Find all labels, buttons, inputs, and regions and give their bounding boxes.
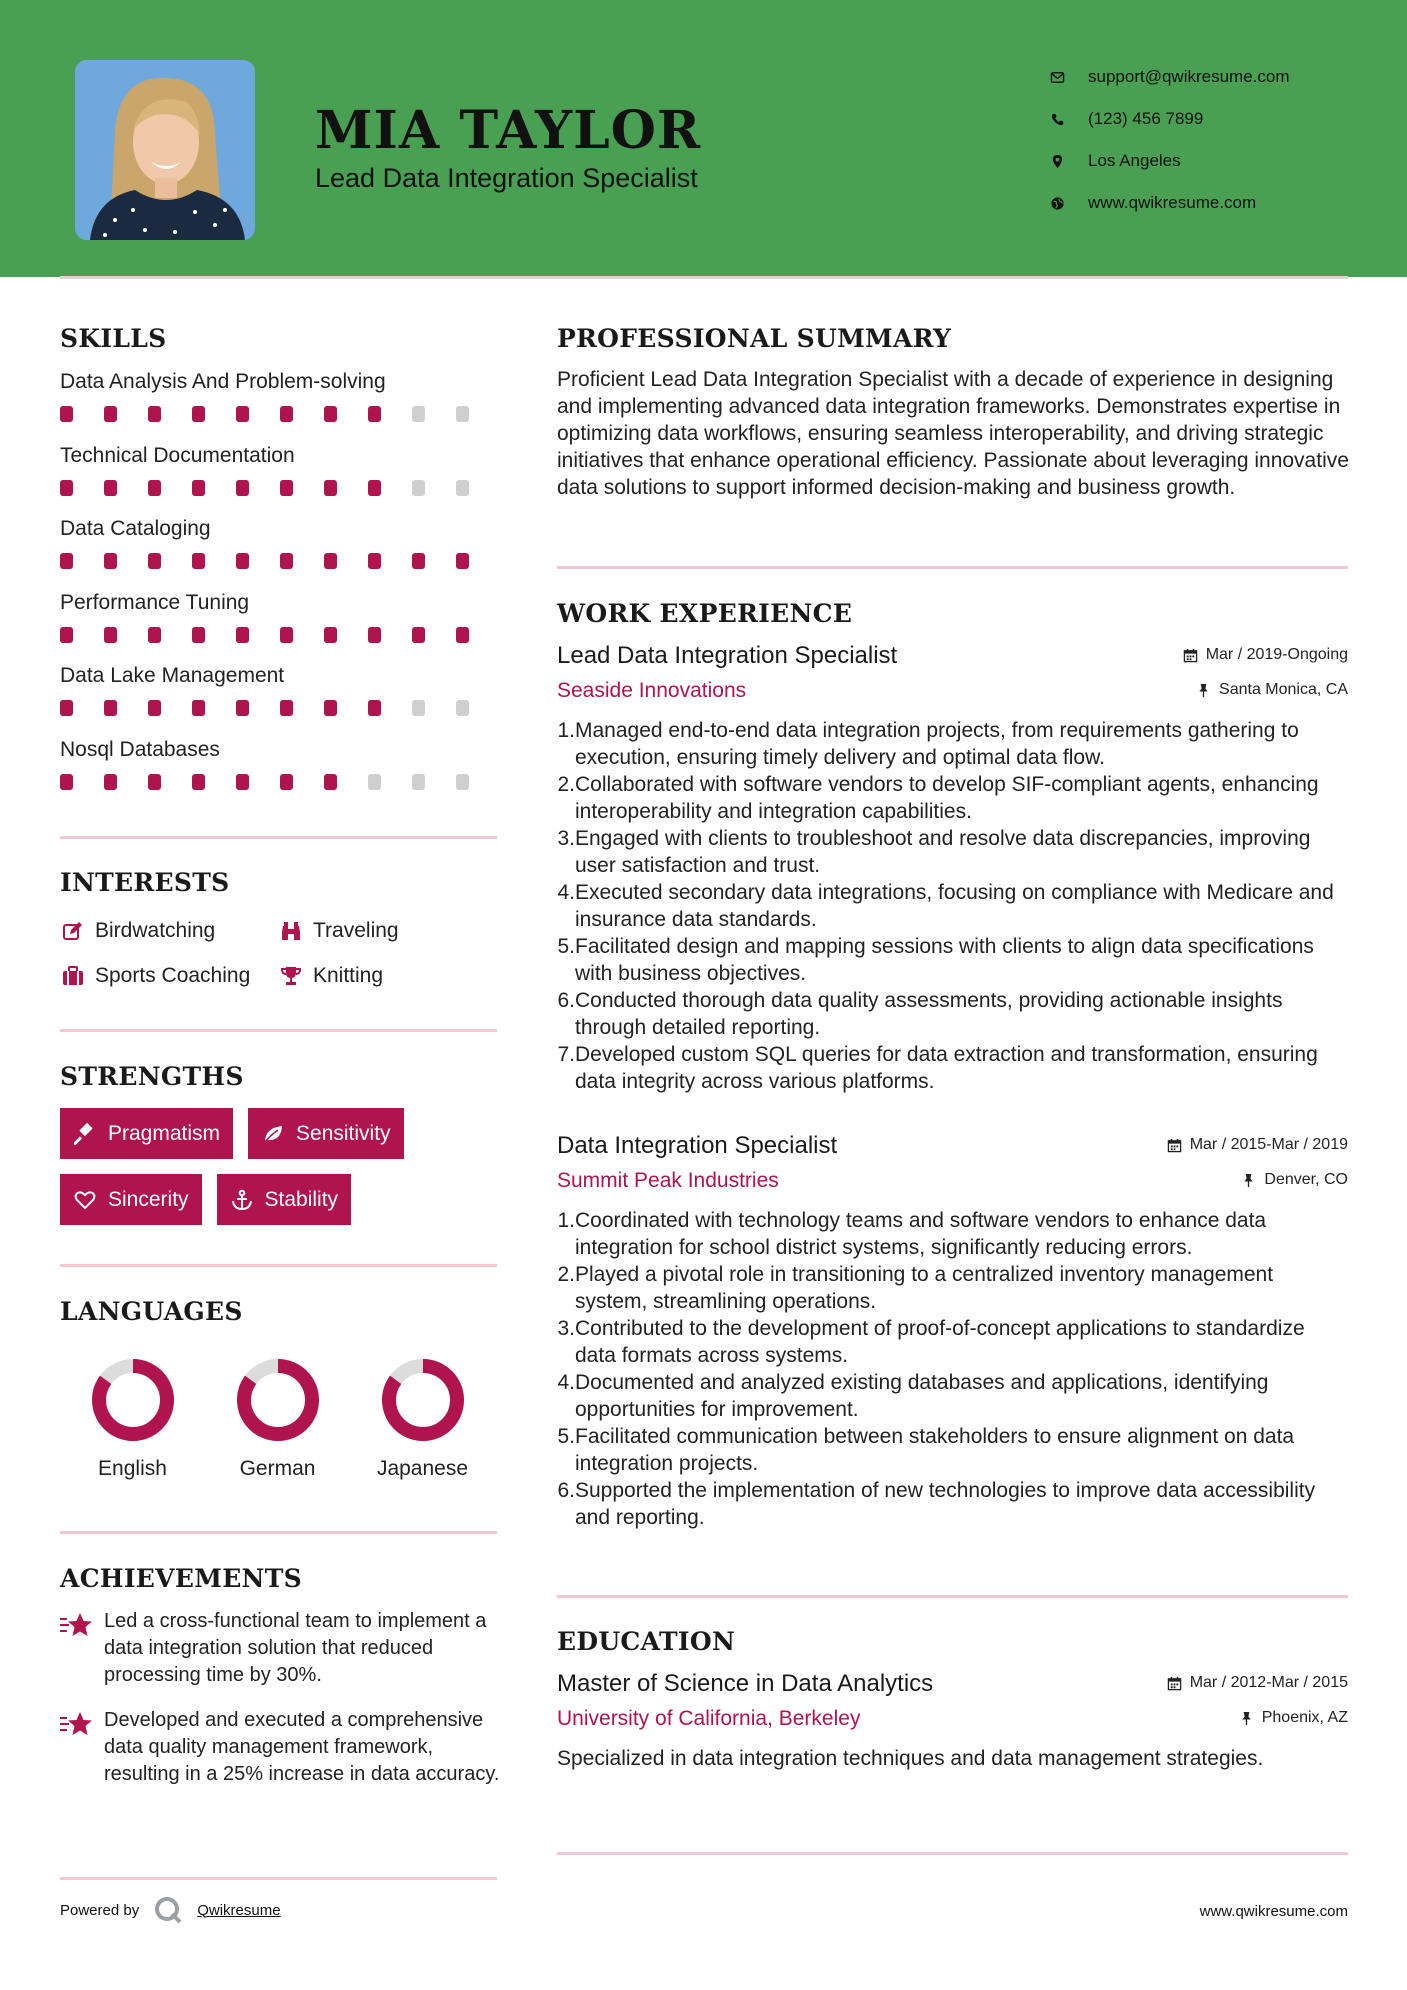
strength-badge <box>60 1174 202 1225</box>
skill-name: Nosql Databases <box>60 737 220 761</box>
skill-level-dot <box>236 480 249 496</box>
job-date: Mar / 2015-Mar / 2019 <box>1167 1136 1348 1154</box>
experience-heading: WORK EXPERIENCE <box>557 599 853 628</box>
skill-level-dots <box>60 406 500 422</box>
powered-by <box>60 1895 281 1925</box>
header-banner <box>0 0 1407 277</box>
summary-text: Proficient Lead Data Integration Specialist with a decade of experience in designing and implementing advanced data integration frameworks. Demonstrates expertise in optimizing data workflows, ensuring seamless interoperability, and driving strategic initiatives that enhance operational efficiency. Passionate about leveraging innovative data solutions to support informed decision-making and business growth. <box>557 368 1349 499</box>
language-level-ring <box>233 1355 323 1445</box>
skill-level-dot <box>148 480 161 496</box>
skill-level-dot <box>192 627 205 643</box>
job-title: Data Integration Specialist <box>557 1132 838 1159</box>
globe-icon <box>1050 196 1078 211</box>
candidate-name: MIA TAYLOR <box>315 100 702 161</box>
skill-item <box>60 734 500 808</box>
skill-level-dot <box>104 406 117 422</box>
bullet-number: 4. <box>557 881 575 904</box>
skill-level-dot <box>60 406 73 422</box>
job-bullet <box>557 1261 1348 1315</box>
skill-level-dot <box>368 480 381 496</box>
skill-level-dot <box>60 774 73 790</box>
skill-level-dot <box>368 700 381 716</box>
skill-level-dot <box>456 627 469 643</box>
job-entry <box>557 1130 1348 1531</box>
bullet-number: 4. <box>557 1371 575 1394</box>
skill-level-dots <box>60 553 500 569</box>
skill-level-dot <box>148 774 161 790</box>
pushpin-icon <box>1239 1711 1254 1726</box>
skill-level-dot <box>60 627 73 643</box>
job-location: Santa Monica, CA <box>1196 681 1348 699</box>
skill-level-dot <box>192 406 205 422</box>
language-level-ring <box>88 1355 178 1445</box>
bullet-text: Developed custom SQL queries for data extraction and transformation, ensuring data integrity across various platforms. <box>575 1043 1318 1093</box>
job-location: Denver, CO <box>1241 1171 1348 1189</box>
skill-level-dot <box>280 553 293 569</box>
skill-level-dot <box>104 774 117 790</box>
skill-level-dot <box>368 406 381 422</box>
strengths-heading: STRENGTHS <box>60 1062 244 1091</box>
skill-level-dot <box>104 553 117 569</box>
languages-list <box>60 1355 500 1481</box>
briefcase-icon <box>60 963 85 988</box>
achievements-heading: ACHIEVEMENTS <box>60 1564 302 1593</box>
envelope-icon <box>1050 70 1078 85</box>
skill-level-dot <box>148 406 161 422</box>
skill-level-dot <box>104 627 117 643</box>
skill-level-dots <box>60 774 500 790</box>
bullet-text: Executed secondary data integrations, focusing on compliance with Medicare and insurance data standards. <box>575 881 1334 931</box>
contact-phone-text: (123) 456 7899 <box>1088 109 1204 128</box>
skill-name: Data Cataloging <box>60 517 211 540</box>
skill-level-dots <box>60 480 500 496</box>
bullet-text: Facilitated design and mapping sessions with clients to align data specifications with business objectives. <box>575 935 1314 985</box>
bullet-text: Contributed to the development of proof-of-concept applications to standardize data formats across systems. <box>575 1317 1305 1367</box>
job-bullet <box>557 1423 1348 1477</box>
bullet-number: 7. <box>557 1043 575 1066</box>
summary-heading: PROFESSIONAL SUMMARY <box>557 324 952 353</box>
powered-by-label: Powered by <box>60 1901 140 1919</box>
skill-level-dot <box>148 627 161 643</box>
job-bullet <box>557 771 1348 825</box>
contact-list <box>1050 56 1290 224</box>
education-date: Mar / 2012-Mar / 2015 <box>1167 1674 1348 1692</box>
section-divider <box>60 1029 497 1032</box>
bullet-text: Managed end-to-end data integration projects, from requirements gathering to execution, ensuring timely delivery and optimal data flow. <box>575 719 1299 769</box>
skill-level-dot <box>324 553 337 569</box>
education-location: Phoenix, AZ <box>1239 1709 1348 1727</box>
contact-email[interactable] <box>1050 56 1290 98</box>
skill-level-dot <box>148 553 161 569</box>
language-item <box>60 1355 205 1481</box>
bullet-number: 2. <box>557 773 575 796</box>
bullet-text: Played a pivotal role in transitioning to a centralized inventory management system, streamlining operations. <box>575 1263 1274 1313</box>
skill-level-dot <box>412 480 425 496</box>
school-name: University of California, Berkeley <box>557 1707 861 1730</box>
interest-item <box>60 918 278 943</box>
languages-heading: LANGUAGES <box>60 1297 243 1326</box>
bullet-number: 3. <box>557 1317 575 1340</box>
skill-level-dot <box>412 774 425 790</box>
skill-level-dot <box>456 553 469 569</box>
footer-url[interactable]: www.qwikresume.com <box>1199 1903 1348 1920</box>
pushpin-icon <box>1196 683 1211 698</box>
bullet-text: Collaborated with software vendors to develop SIF-compliant agents, enhancing interoperability and integration capabilities. <box>575 773 1319 823</box>
qwikresume-link[interactable]: Qwikresume <box>197 1901 281 1919</box>
education-description: Specialized in data integration techniques and data management strategies. <box>557 1747 1264 1770</box>
skill-level-dot <box>280 627 293 643</box>
skill-level-dot <box>456 700 469 716</box>
skill-item <box>60 587 500 661</box>
bullet-number: 6. <box>557 1479 575 1502</box>
education-heading: EDUCATION <box>557 1627 736 1656</box>
skill-item <box>60 366 500 440</box>
job-date: Mar / 2019-Ongoing <box>1183 646 1348 664</box>
skill-level-dot <box>456 406 469 422</box>
binoculars-icon <box>278 918 303 943</box>
skill-level-dot <box>236 700 249 716</box>
bullet-text: Conducted thorough data quality assessments, providing actionable insights through detailed reporting. <box>575 989 1283 1039</box>
section-divider <box>557 566 1348 569</box>
education-entry <box>557 1668 1348 1772</box>
job-bullet <box>557 1477 1348 1531</box>
skill-item <box>60 440 500 514</box>
skill-level-dot <box>60 480 73 496</box>
bullet-text: Coordinated with technology teams and software vendors to enhance data integration for school district systems, significantly reducing errors. <box>575 1209 1267 1259</box>
job-title: Lead Data Integration Specialist <box>557 642 898 669</box>
bullet-text: Supported the implementation of new technologies to improve data accessibility and reporting. <box>575 1479 1316 1529</box>
skill-name: Data Analysis And Problem-solving <box>60 370 386 393</box>
skill-level-dot <box>104 700 117 716</box>
bullet-number: 6. <box>557 989 575 1012</box>
section-divider <box>60 1877 497 1880</box>
skill-level-dot <box>280 774 293 790</box>
skill-name: Data Lake Management <box>60 664 285 687</box>
skill-level-dot <box>104 480 117 496</box>
skill-level-dot <box>192 553 205 569</box>
skill-level-dots <box>60 627 500 643</box>
skill-level-dot <box>192 700 205 716</box>
strengths-list <box>60 1108 500 1240</box>
language-name: English <box>98 1457 167 1480</box>
skill-level-dot <box>280 406 293 422</box>
skill-level-dot <box>456 480 469 496</box>
skills-heading: SKILLS <box>60 324 167 353</box>
interests-heading: INTERESTS <box>60 868 230 897</box>
interest-item <box>60 963 278 988</box>
language-level-ring <box>378 1355 468 1445</box>
job-bullet <box>557 1041 1348 1095</box>
language-item <box>205 1355 350 1481</box>
trophy-icon <box>278 963 303 988</box>
bullet-number: 3. <box>557 827 575 850</box>
bullet-number: 2. <box>557 1263 575 1286</box>
language-name: Japanese <box>376 1457 469 1480</box>
achievement-item <box>60 1608 500 1689</box>
skill-level-dot <box>280 700 293 716</box>
skills-list <box>60 366 500 807</box>
candidate-role: Lead Data Integration Specialist <box>315 163 698 193</box>
gavel-icon <box>73 1122 97 1146</box>
skill-level-dot <box>412 553 425 569</box>
contact-location <box>1050 140 1290 182</box>
bullet-number: 5. <box>557 1425 575 1448</box>
section-divider <box>557 1595 1348 1598</box>
job-bullets <box>557 1207 1348 1531</box>
calendar-icon <box>1167 1138 1182 1153</box>
skill-level-dot <box>280 480 293 496</box>
skill-level-dot <box>368 627 381 643</box>
skill-level-dot <box>368 553 381 569</box>
degree-title: Master of Science in Data Analytics <box>557 1670 934 1697</box>
header-divider <box>60 276 1348 279</box>
strength-badge <box>248 1108 404 1159</box>
job-bullet <box>557 987 1348 1041</box>
section-divider <box>557 1852 1348 1855</box>
achievement-text: Led a cross-functional team to implement a data integration solution that reduced processing time by 30%. <box>104 1610 487 1686</box>
heart-icon <box>73 1188 97 1212</box>
skill-level-dots <box>60 700 500 716</box>
skill-level-dot <box>60 553 73 569</box>
skill-level-dot <box>456 774 469 790</box>
job-bullet <box>557 1315 1348 1369</box>
achievement-text: Developed and executed a comprehensive data quality management framework, resulting in a 25% increase in data accuracy. <box>104 1709 500 1785</box>
star-icon <box>60 1608 104 1689</box>
interest-label: Traveling <box>313 918 399 942</box>
contact-website-text: www.qwikresume.com <box>1088 193 1257 212</box>
language-item <box>350 1355 495 1481</box>
phone-icon <box>1050 112 1078 127</box>
strength-label: Sincerity <box>108 1187 189 1211</box>
bullet-number: 5. <box>557 935 575 958</box>
bullet-number: 1. <box>557 719 575 742</box>
interest-label: Knitting <box>313 963 384 987</box>
skill-level-dot <box>412 700 425 716</box>
skill-level-dot <box>324 700 337 716</box>
skill-level-dot <box>324 774 337 790</box>
bullet-number: 1. <box>557 1209 575 1232</box>
skill-name: Performance Tuning <box>60 590 250 614</box>
skill-level-dot <box>412 406 425 422</box>
strength-badge <box>60 1108 233 1159</box>
interest-label: Birdwatching <box>95 918 216 942</box>
contact-website[interactable] <box>1050 182 1290 224</box>
edit-icon <box>60 918 85 943</box>
calendar-icon <box>1167 1676 1182 1691</box>
bullet-text: Documented and analyzed existing databases and applications, identifying opportunities for improvement. <box>575 1371 1269 1421</box>
job-bullet <box>557 1369 1348 1423</box>
company-name: Summit Peak Industries <box>557 1169 779 1192</box>
section-divider <box>60 1264 497 1267</box>
contact-phone[interactable] <box>1050 98 1290 140</box>
job-bullets <box>557 717 1348 1095</box>
section-divider <box>60 836 497 839</box>
strength-label: Stability <box>264 1187 339 1211</box>
calendar-icon <box>1183 648 1198 663</box>
skill-item <box>60 513 500 587</box>
skill-level-dot <box>192 774 205 790</box>
pushpin-icon <box>1241 1173 1256 1188</box>
map-pin-icon <box>1050 154 1078 169</box>
job-bullet <box>557 825 1348 879</box>
achievement-item <box>60 1707 500 1788</box>
skill-level-dot <box>324 480 337 496</box>
contact-location-text: Los Angeles <box>1088 151 1181 170</box>
interest-label: Sports Coaching <box>95 963 251 987</box>
achievements-list <box>60 1608 500 1806</box>
skill-level-dot <box>412 627 425 643</box>
skill-level-dot <box>236 553 249 569</box>
qwikresume-logo-icon <box>153 1895 183 1925</box>
interests-list <box>60 908 500 998</box>
skill-level-dot <box>236 774 249 790</box>
interest-item <box>278 963 383 988</box>
company-name: Seaside Innovations <box>557 679 747 702</box>
strength-badge <box>217 1174 352 1225</box>
leaf-icon <box>261 1122 285 1146</box>
skill-level-dot <box>236 406 249 422</box>
job-entry <box>557 640 1348 1095</box>
skill-level-dot <box>236 627 249 643</box>
language-name: German <box>239 1457 316 1480</box>
section-divider <box>60 1531 497 1534</box>
job-bullet <box>557 879 1348 933</box>
star-icon <box>60 1707 104 1788</box>
profile-photo <box>75 60 255 240</box>
job-bullet <box>557 717 1348 771</box>
skill-level-dot <box>324 627 337 643</box>
interest-item <box>278 918 399 943</box>
skill-item <box>60 660 500 734</box>
strength-label: Sensitivity <box>296 1121 391 1145</box>
job-bullet <box>557 933 1348 987</box>
job-bullet <box>557 1207 1348 1261</box>
contact-email-text: support@qwikresume.com <box>1088 67 1290 86</box>
skill-level-dot <box>324 406 337 422</box>
skill-level-dot <box>148 700 161 716</box>
skill-level-dot <box>60 700 73 716</box>
skill-name: Technical Documentation <box>60 443 295 467</box>
anchor-icon <box>230 1188 254 1212</box>
bullet-text: Facilitated communication between stakeholders to ensure alignment on data integration projects. <box>575 1425 1295 1475</box>
skill-level-dot <box>368 774 381 790</box>
strength-label: Pragmatism <box>108 1121 221 1145</box>
bullet-text: Engaged with clients to troubleshoot and resolve data discrepancies, improving user satisfaction and trust. <box>575 827 1311 877</box>
skill-level-dot <box>192 480 205 496</box>
